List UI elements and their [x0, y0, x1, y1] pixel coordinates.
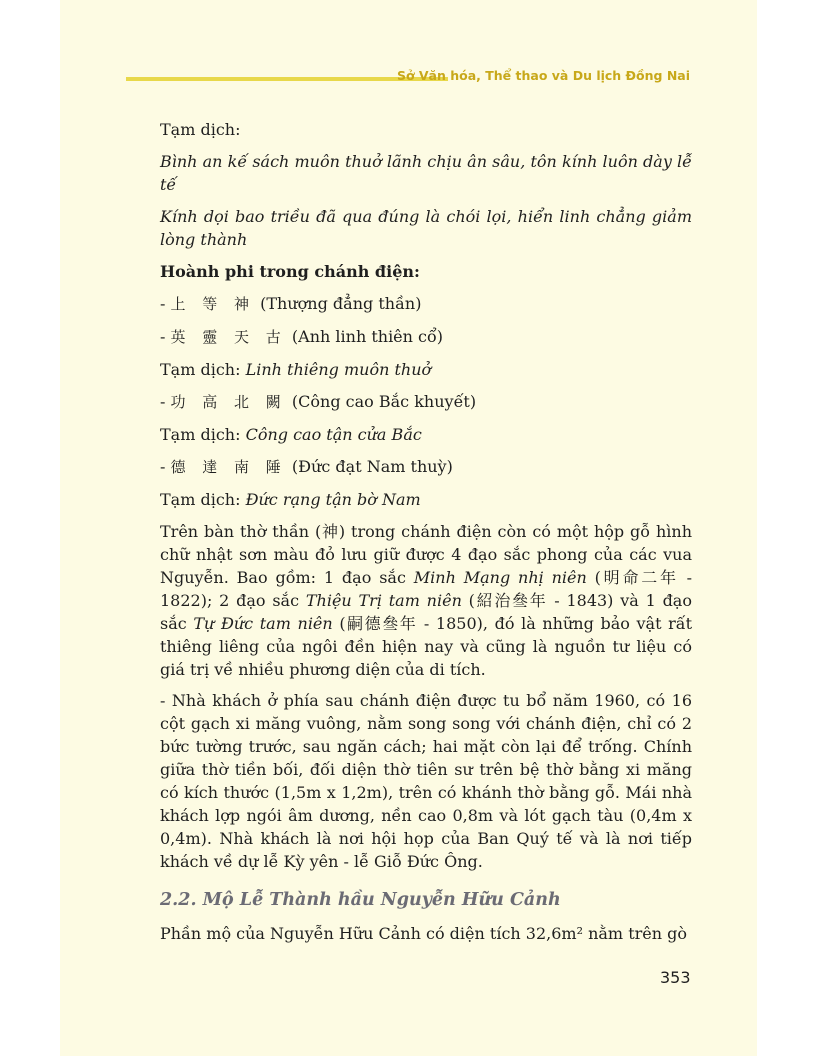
- panel-reading: (Thượng đẳng thần): [260, 294, 422, 313]
- panel-reading: (Anh linh thiên cổ): [291, 327, 444, 346]
- panel-translation: [160, 423, 692, 446]
- page-body: [160, 118, 692, 953]
- panel-reading: (Công cao Bắc khuyết): [291, 392, 477, 411]
- panel-item: [160, 390, 692, 414]
- panel-translation: [160, 488, 692, 511]
- paragraph-italic: Minh Mạng nhị niên: [413, 568, 587, 587]
- panel-item: [160, 455, 692, 479]
- hoanh-phi-heading: Hoành phi trong chánh điện:: [160, 262, 420, 281]
- translation-line-2: Kính dọi bao triều đã qua đúng là chói lọi, hiển linh chẳng giảm lòng thành: [160, 207, 692, 249]
- paragraph-text: (嗣德叄年 - 1850), đó là những bảo vật rất thiêng liêng của ngôi đền hiện nay và cũng là nguồn tư liệu có giá trị về nhiều phương diện của di tích.: [160, 614, 693, 679]
- paragraph-text: (紹治叄年 - 1843) và 1 đạo sắc: [160, 591, 692, 633]
- panel-dash: -: [160, 294, 171, 313]
- translation-line-1: Bình an kế sách muôn thuở lãnh chịu ân sâu, tôn kính luôn dày lễ tế: [160, 152, 692, 194]
- translation-label: Tạm dịch:: [160, 120, 241, 139]
- body-paragraph-guesthouse: - Nhà khách ở phía sau chánh điện được tu bổ năm 1960, có 16 cột gạch xi măng vuông, nằm song song với chánh điện, chỉ có 2 bức tường trước, sau ngăn cách; hai mặt còn lại để trống. Chính giữa thờ tiền bối, đối diện thờ tiên sư trên bệ thờ bằng xi măng có kích thước (1,5m x 1,2m), trên có khánh thờ bằng gỗ. Mái nhà khách lợp ngói âm dương, nền cao 0,8m và lót gạch tàu (0,4m x 0,4m). Nhà khách là nơi hội họp của Ban Quý tế và là nơi tiếp khách về dự lễ Kỳ yên - lễ Giỗ Đức Ông.: [160, 691, 692, 871]
- body-paragraph-tomb: Phần mộ của Nguyễn Hữu Cảnh có diện tích 32,6m² nằm trên gò: [160, 924, 687, 943]
- panel-dash: -: [160, 327, 171, 346]
- panel-han-text: 上 等 神: [170, 295, 256, 313]
- body-paragraph-altar: [160, 520, 692, 681]
- panel-dash: -: [160, 457, 171, 476]
- panel-item: [160, 325, 692, 349]
- panel-han-text: 德 達 南 陲: [170, 458, 287, 476]
- page-number: 353: [660, 968, 691, 987]
- panel-translation-text: Đức rạng tận bờ Nam: [245, 490, 421, 509]
- panel-reading: (Đức đạt Nam thuỳ): [291, 457, 453, 476]
- panel-translation-text: Linh thiêng muôn thuở: [245, 360, 432, 379]
- panel-translation-label: Tạm dịch:: [160, 360, 246, 379]
- panel-han-text: 功 高 北 闕: [170, 393, 287, 411]
- panel-translation-label: Tạm dịch:: [160, 425, 246, 444]
- section-title: 2.2. Mộ Lễ Thành hầu Nguyễn Hữu Cảnh: [160, 890, 561, 910]
- paragraph-italic: Tự Đức tam niên: [193, 614, 333, 633]
- panel-translation: [160, 358, 692, 381]
- paragraph-text: (明命二年 - 1822); 2 đạo sắc: [160, 568, 693, 610]
- paragraph-text: Trên bàn thờ thần (神) trong chánh điện còn có một hộp gỗ hình chữ nhật sơn màu đỏ lưu giữ được 4 đạo sắc phong của các vua Nguyễn. Bao gồm: 1 đạo sắc: [160, 522, 692, 587]
- running-header: Sở Văn hóa, Thể thao và Du lịch Đồng Nai: [396, 68, 690, 83]
- paragraph-italic: Thiệu Trị tam niên: [305, 591, 462, 610]
- panel-han-text: 英 靈 天 古: [170, 328, 287, 346]
- panel-translation-text: Công cao tận cửa Bắc: [245, 425, 422, 444]
- panel-translation-label: Tạm dịch:: [160, 490, 246, 509]
- panel-dash: -: [160, 392, 171, 411]
- panel-item: [160, 292, 692, 316]
